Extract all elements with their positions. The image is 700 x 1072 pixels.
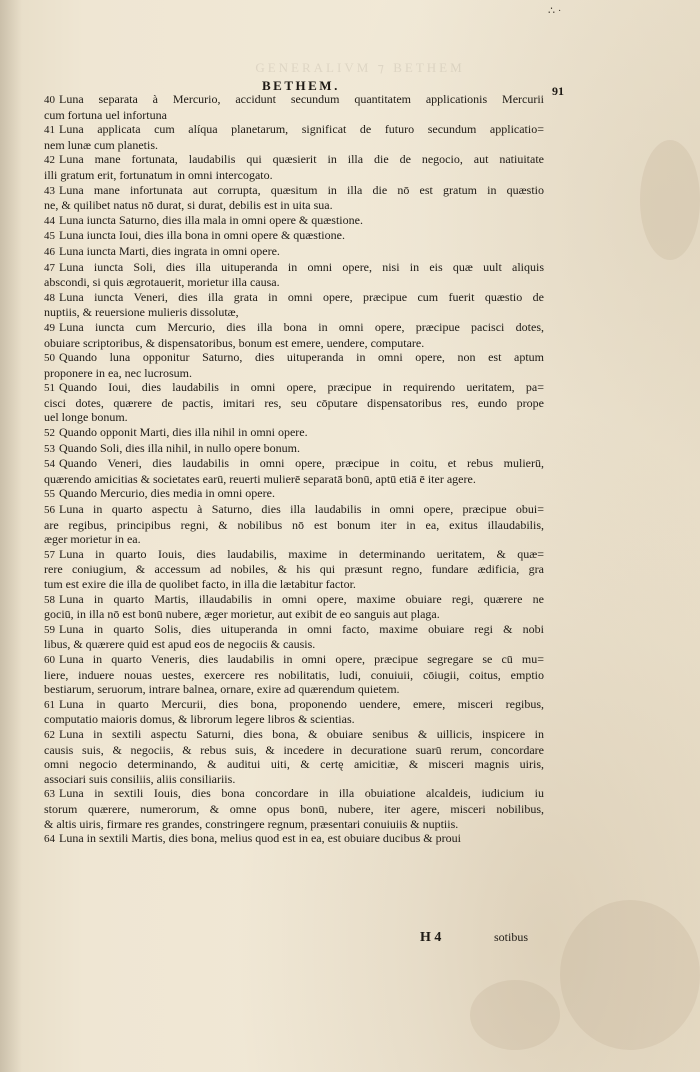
aphorism-entry: [44, 592, 544, 622]
text-line: [44, 472, 544, 487]
page-footer: [0, 930, 700, 948]
text-block: [44, 92, 544, 847]
text-line: [44, 532, 544, 547]
text-line: [44, 396, 544, 411]
line-text: Luna in sextili aspectu Saturni, dies bona, & obuiare senibus & uillicis, inspicere in: [59, 726, 544, 741]
text-line: [44, 213, 544, 229]
line-text: tum est exire die illa de quolibet facto, in illa die lætabitur factor.: [44, 577, 356, 591]
text-line: [44, 290, 544, 306]
text-line: [44, 425, 544, 441]
text-line: [44, 486, 544, 502]
line-text: Luna mane infortunata aut corrupta, quæsitum in illa die nō est gratum in quæstio: [59, 182, 544, 197]
entry-number: 47: [44, 261, 55, 274]
aphorism-entry: [44, 244, 544, 260]
text-line: [44, 92, 544, 108]
aphorism-entry: [44, 622, 544, 652]
line-text: illi gratum erit, fortunatum in omni intercogato.: [44, 167, 273, 182]
aphorism-entry: [44, 831, 544, 847]
entry-number: 42: [44, 154, 55, 167]
line-text: Quando Soli, dies illa nihil, in nullo opere bonum.: [59, 440, 300, 455]
entry-number: 64: [44, 833, 55, 846]
text-line: [44, 562, 544, 577]
line-text: Luna iuncta Ioui, dies illa bona in omni opere & quæstione.: [59, 228, 345, 243]
aphorism-entry: [44, 290, 544, 320]
line-text: Luna iuncta Veneri, dies illa grata in omni opere, præcipue cum fuerit quæstio de: [59, 289, 544, 304]
line-text: quærendo amicitias & societates earū, reuerti mulierē separatā bonū, aptū etiā ē iter agere.: [44, 471, 476, 486]
corner-mark: ∴ ·: [548, 5, 562, 17]
aphorism-entry: [44, 320, 544, 350]
text-line: [44, 518, 544, 533]
entry-number: 63: [44, 788, 55, 801]
text-line: [44, 228, 544, 244]
entry-number: 49: [44, 321, 55, 334]
text-line: [44, 336, 544, 351]
text-line: [44, 637, 544, 652]
text-line: [44, 138, 544, 153]
text-line: [44, 682, 544, 697]
line-text: Luna mane fortunata, laudabilis qui quæsierit in illa die de negocio, aut natiuitate: [59, 152, 544, 167]
entry-number: 44: [44, 214, 55, 227]
line-text: rere coniugium, & accessum ad nobiles, & his qui præsunt regno, fundare ædificia, gra: [44, 562, 544, 577]
aphorism-entry: [44, 350, 544, 380]
entry-number: 46: [44, 245, 55, 258]
entry-number: 54: [44, 458, 55, 471]
aphorism-entry: [44, 260, 544, 290]
text-line: [44, 260, 544, 276]
text-line: [44, 456, 544, 472]
aphorism-entry: [44, 152, 544, 182]
text-line: [44, 697, 544, 713]
text-line: [44, 366, 544, 381]
aphorism-entry: [44, 228, 544, 244]
line-text: libus, & quærere quid est apud eos de negociis & causis.: [44, 637, 316, 652]
aphorism-entry: [44, 456, 544, 486]
line-text: Quando luna opponitur Saturno, dies uituperanda in omni opere, non est aptum: [59, 350, 544, 365]
text-line: [44, 802, 544, 817]
line-text: cisci dotes, quærere de pactis, imitari res, seu cōputare dispensatoribus res, eundo prope: [44, 395, 544, 410]
line-text: Luna in sextili Iouis, dies bona concordare in illa obuiatione alcaldeis, iudicium iu: [59, 786, 544, 801]
text-line: [44, 668, 544, 683]
line-text: nuptiis, & reuersione mulieris dissolutæ,: [44, 305, 239, 320]
folio-number: 91: [552, 84, 564, 98]
line-text: computatio maioris domus, & librorum legere libros & scientias.: [44, 712, 355, 727]
line-text: Luna in quarto Solis, dies uituperanda in omni facto, maxime obuiare regi & nobi: [59, 621, 544, 636]
line-text: Quando opponit Marti, dies illa nihil in omni opere.: [59, 425, 308, 440]
line-text: Luna applicata cum alíqua planetarum, significat de futuro secundum applicatio=: [59, 122, 544, 137]
text-line: [44, 786, 544, 802]
line-text: Luna in sextili Martis, dies bona, melius quod est in ea, est obuiare ducibus & proui: [59, 831, 461, 846]
line-text: Luna iuncta cum Mercurio, dies illa bona in omni opere, præcipue pacisci dotes,: [59, 319, 544, 334]
text-line: [44, 607, 544, 622]
line-text: Luna in quarto Mercurii, dies bona, proponendo uendere, emere, misceri regibus,: [59, 696, 544, 711]
text-line: [44, 743, 544, 758]
line-text: causis suis, & negociis, & rebus suis, & incedere in decuratione suarū rerum, concordare: [44, 742, 544, 757]
line-text: abscondi, si quis ægrotauerit, morietur illa causa.: [44, 275, 280, 290]
text-line: [44, 152, 544, 168]
line-text: nem lunæ cum planetis.: [44, 137, 158, 152]
line-text: liere, induere nouas uestes, exercere res nobilitatis, ludi, conuiuii, cōiugii, coitus, emptio: [44, 667, 544, 682]
aphorism-entry: [44, 697, 544, 727]
line-text: gociū, in illa nō est bonū nubere, æger morietur, aut exibit de eo sanguis aut plaga.: [44, 607, 440, 622]
line-text: Luna in quarto Iouis, dies laudabilis, maxime in determinando ueritatem, & quæ=: [59, 546, 544, 561]
text-line: [44, 410, 544, 425]
line-text: Luna iuncta Soli, dies illa uituperanda in omni opere, nisi in eis quæ uult aliquis: [59, 259, 544, 274]
show-through-text: GENERALIVM ⁊ BETHEM: [255, 60, 465, 75]
line-text: storum quærere, numerorum, & omne opus bonū, nubere, iter agere, misceri nobilibus,: [44, 801, 544, 816]
text-line: [44, 817, 544, 832]
aphorism-entry: [44, 92, 544, 122]
line-text: associari suis consiliis, aliis consiliariis.: [44, 771, 236, 786]
entry-number: 58: [44, 593, 55, 606]
entry-number: 45: [44, 230, 55, 243]
entry-number: 40: [44, 94, 55, 106]
entry-number: 60: [44, 653, 55, 666]
line-text: æger morietur in ea.: [44, 532, 141, 547]
text-line: [44, 772, 544, 787]
paper-stain: [640, 140, 700, 260]
aphorism-entry: [44, 122, 544, 152]
aphorism-entry: [44, 786, 544, 831]
entry-number: 55: [44, 488, 55, 501]
line-text: bestiarum, seruorum, intrare balnea, ornare, exire ad quærendum quietem.: [44, 682, 400, 697]
line-text: Quando Mercurio, dies media in omni opere.: [59, 486, 275, 501]
line-text: omni negocio determinando, & auditui uiti, & certę amicitiæ, & misceri magnis uiris,: [44, 757, 544, 772]
entry-number: 53: [44, 442, 55, 455]
entry-number: 61: [44, 698, 55, 711]
line-text: & altis uiris, firmare res grandes, constringere regnum, præsentari conuiuiis & nuptiis.: [44, 816, 459, 831]
line-text: Luna separata à Mercurio, accidunt secundum quantitatem applicationis Mercurii: [59, 92, 544, 106]
line-text: obuiare scriptoribus, & dispensatoribus, bonum est emere, uendere, computare.: [44, 335, 425, 350]
line-text: Luna iuncta Saturno, dies illa mala in omni opere & quæstione.: [59, 212, 363, 227]
paper-stain: [470, 980, 560, 1050]
entry-number: 51: [44, 382, 55, 395]
text-line: [44, 183, 544, 199]
text-line: [44, 547, 544, 563]
text-line: [44, 652, 544, 668]
aphorism-entry: [44, 183, 544, 213]
line-text: cum fortuna uel infortuna: [44, 107, 167, 122]
aphorism-entry: [44, 380, 544, 425]
line-text: proponere in ea, nec lucrosum.: [44, 365, 192, 380]
text-line: [44, 108, 544, 123]
line-text: Luna in quarto Veneris, dies laudabilis in omni opere, præcipue segregare se cū mu=: [59, 651, 544, 666]
entry-number: 59: [44, 623, 55, 636]
aphorism-entry: [44, 486, 544, 502]
line-text: Quando Ioui, dies laudabilis in omni opere, præcipue in requirendo ueritatem, pa=: [59, 380, 544, 395]
entry-number: 50: [44, 352, 55, 365]
gutter-shadow: [0, 0, 22, 1072]
aphorism-entry: [44, 441, 544, 457]
line-text: Luna in quarto Martis, illaudabilis in omni opere, maxime obuiare regi, quærere ne: [59, 591, 544, 606]
aphorism-entry: [44, 652, 544, 697]
running-head: BETHEM.: [262, 78, 340, 93]
text-line: [44, 350, 544, 366]
entry-number: 41: [44, 124, 55, 137]
entry-number: 52: [44, 427, 55, 440]
aphorism-entry: [44, 502, 544, 547]
text-line: [44, 441, 544, 457]
text-line: [44, 592, 544, 608]
aphorism-entry: [44, 547, 544, 592]
line-text: uel longe bonum.: [44, 410, 128, 425]
text-line: [44, 577, 544, 592]
text-line: [44, 622, 544, 638]
line-text: are regibus, principibus regni, & nobilibus nō est bonum iter in ea, exitus illaudabilis,: [44, 517, 544, 532]
text-line: [44, 380, 544, 396]
text-line: [44, 122, 544, 138]
signature-mark: H 4: [420, 930, 442, 945]
text-line: [44, 305, 544, 320]
line-text: Luna iuncta Marti, dies ingrata in omni opere.: [59, 243, 280, 258]
aphorism-entry: [44, 213, 544, 229]
text-line: [44, 831, 544, 847]
line-text: ne, & quilibet natus nō durat, si durat, debilis est in uita sua.: [44, 198, 333, 213]
text-line: [44, 757, 544, 772]
entry-number: 48: [44, 291, 55, 304]
aphorism-entry: [44, 727, 544, 786]
text-line: [44, 168, 544, 183]
catchword: sotibus: [494, 930, 529, 944]
line-text: Luna in quarto aspectu à Saturno, dies illa laudabilis in omni opere, præcipue obui=: [59, 502, 544, 517]
text-line: [44, 244, 544, 260]
text-line: [44, 502, 544, 518]
text-line: [44, 712, 544, 727]
entry-number: 56: [44, 504, 55, 517]
text-line: [44, 320, 544, 336]
entry-number: 57: [44, 548, 55, 561]
line-text: Quando Veneri, dies laudabilis in omni opere, præcipue in coitu, et rebus mulierū,: [59, 456, 544, 471]
text-line: [44, 727, 544, 743]
aphorism-entry: [44, 425, 544, 441]
paper-stain: [560, 900, 700, 1050]
text-line: [44, 275, 544, 290]
entry-number: 62: [44, 728, 55, 741]
text-line: [44, 198, 544, 213]
entry-number: 43: [44, 184, 55, 197]
